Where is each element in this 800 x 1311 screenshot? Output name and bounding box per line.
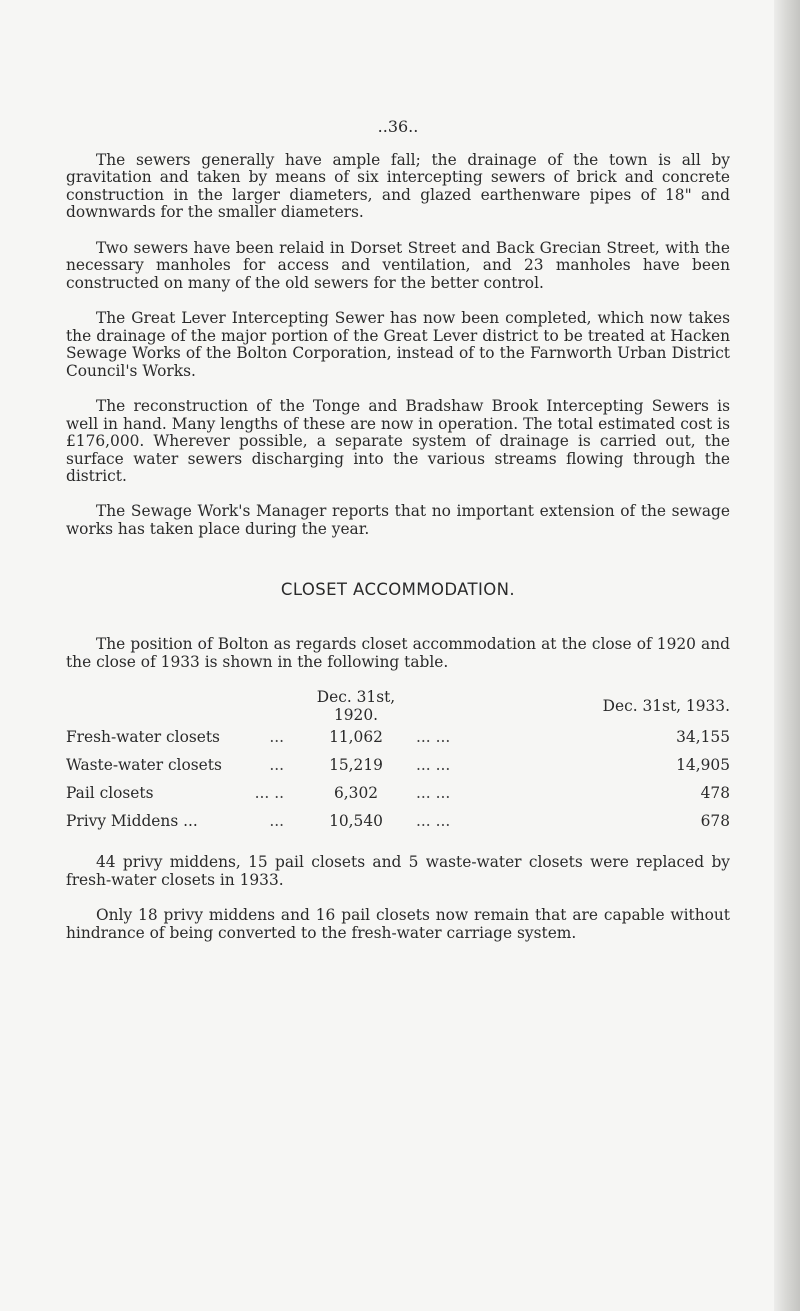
row-label: Pail closets [66, 784, 154, 803]
table-header-gap [416, 689, 566, 724]
row-label: Waste-water closets [66, 756, 222, 775]
table-row [66, 780, 730, 808]
paragraph-sewage-manager: The Sewage Work's Manager reports that no important extension of the sewage works has taken place during the year. [66, 502, 730, 539]
row-leader-mid: ... ... [416, 784, 451, 803]
table-header-1920: Dec. 31st, 1920. [316, 688, 396, 724]
row-leader-mid: ... ... [416, 812, 451, 831]
row-leader: ... [269, 728, 284, 747]
table-header-row [66, 689, 730, 724]
row-label: Privy Middens ... [66, 812, 198, 831]
table-row [66, 724, 730, 752]
paragraph-sewers-relaid: Two sewers have been relaid in Dorset Street and Back Grecian Street, with the necessary manholes for access and ventilation, and 23 manholes have been constructed on many of the old sewers for the better control. [66, 238, 730, 292]
section-heading: CLOSET ACCOMMODATION. [280, 579, 516, 599]
row-leader: ... .. [254, 784, 284, 803]
value-1933: 478 [700, 784, 730, 803]
row-leader-mid: ... ... [416, 756, 451, 775]
paragraph-sewers-fall: The sewers generally have ample fall; the drainage of the town is all by gravitation and taken by means of six intercepting sewers of brick and concrete construction in the larger diameters, and glazed earthenware pipes of 18" and downwards for the smaller diameters. [66, 150, 730, 222]
table-row [66, 752, 730, 780]
page-edge-shadow [774, 0, 800, 1311]
paragraph-replaced: 44 privy middens, 15 pail closets and 5 waste-water closets were replaced by fresh-water closets in 1933. [66, 853, 730, 889]
table-header-blank [66, 689, 296, 724]
table-row [66, 808, 730, 836]
value-1920: 15,219 [329, 756, 383, 775]
paragraph-tonge-bradshaw: The reconstruction of the Tonge and Bradshaw Brook Intercepting Sewers is well in hand. Many lengths of these are now in operation. The total estimated cost is £176,000. Wherever possible, a separate system of drainage is carried out, the surface water sewers discharging into the various streams flowing through the district. [66, 396, 730, 486]
value-1933: 14,905 [676, 756, 730, 775]
value-1933: 678 [700, 812, 730, 831]
value-1920: 11,062 [329, 728, 383, 747]
row-leader-mid: ... ... [416, 728, 451, 747]
paragraph-remaining: Only 18 privy middens and 16 pail closets now remain that are capable without hindrance of being converted to the fresh-water carriage system. [66, 906, 730, 942]
value-1933: 34,155 [676, 728, 730, 747]
value-1920: 6,302 [333, 784, 379, 803]
paragraph-great-lever: The Great Lever Intercepting Sewer has now been completed, which now takes the drainage of the major portion of the Great Lever district to be treated at Hacken Sewage Works of the Bolton Corporation, instead of to the Farnworth Urban District Council's Works. [66, 308, 730, 380]
page-number: ..36.. [377, 117, 419, 136]
row-leader: ... [269, 812, 284, 831]
paragraph-closet-intro: The position of Bolton as regards closet accommodation at the close of 1920 and the close of 1933 is shown in the following table. [66, 635, 730, 671]
row-label: Fresh-water closets [66, 728, 220, 747]
row-leader: ... [269, 756, 284, 775]
closet-table [66, 689, 730, 836]
table-header-1933: Dec. 31st, 1933. [602, 696, 730, 715]
page-content [66, 118, 730, 960]
value-1920: 10,540 [329, 812, 383, 831]
